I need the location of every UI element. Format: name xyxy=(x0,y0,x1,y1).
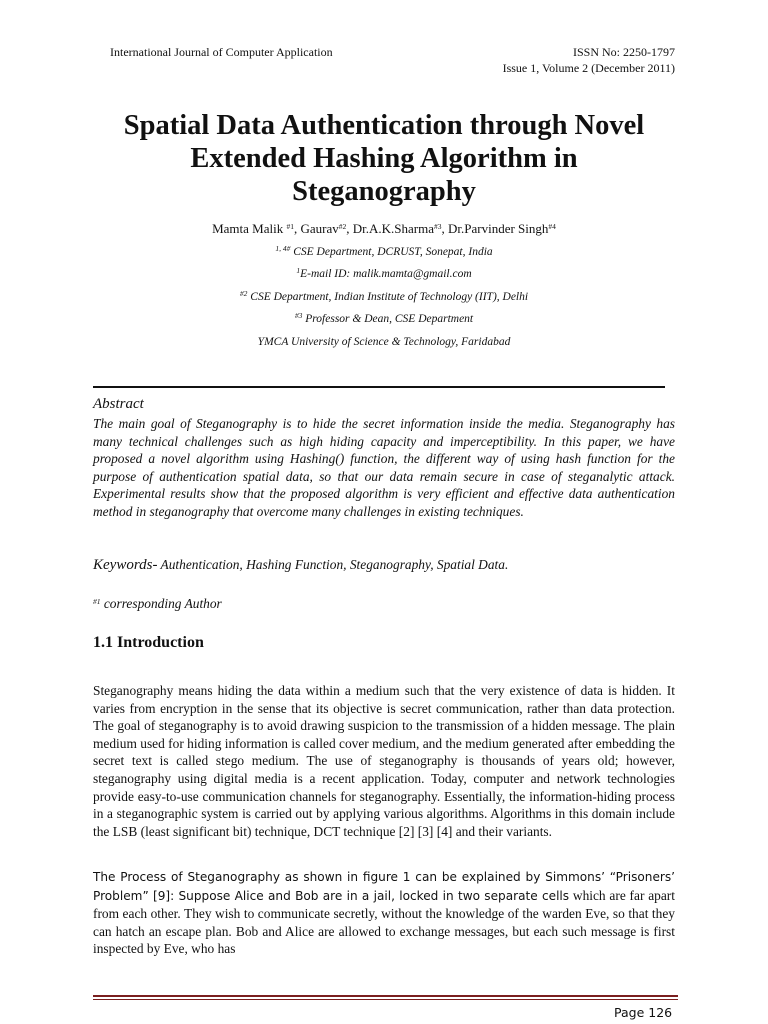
section-heading: 1.1 Introduction xyxy=(93,634,204,651)
keywords xyxy=(93,557,508,574)
journal-name: International Journal of Computer Application xyxy=(110,45,333,59)
paragraph-segment: which are far apart from each other. They wish to communicate secretly, without the knowledge of the warden Eve, so that they can hatch an escape plan. Bob and Alice are allowed to exchange messages, but each such message is first inspected by Eve, who has xyxy=(93,887,675,957)
abstract-body: The main goal of Steganography is to hide the secret information inside the media. Steganography has many technical challenges such as high hiding capacity and imperceptibility. In this paper, we have proposed a novel algorithm using Hashing() function, the different way of using hash function for the purpose of authentication spatial data, so that our data remain secure in case of steganalytic attack. Experimental results show that the proposed algorithm is very efficient and effective data authentication method in steganography that overcome many challenges in existing techniques. xyxy=(93,416,675,519)
affiliation: $^{1, 4\#}$ CSE Department, DCRUST, Sonepat, India xyxy=(275,244,493,258)
affiliation: $^{\#2}$ CSE Department, Indian Institute of Technology (IIT), Delhi xyxy=(239,289,529,303)
affiliation: $^{\#3}$ Professor & Dean, CSE Department xyxy=(294,311,474,325)
author-mark: #1 xyxy=(286,222,294,231)
author-mark: #2 xyxy=(338,222,347,231)
author-mark: #3 xyxy=(434,222,442,231)
title-line: Extended Hashing Algorithm in xyxy=(190,143,578,174)
affiliation-email: $^1$E-mail ID: malik.mamta@gmail.com xyxy=(296,266,472,280)
title-line: Steganography xyxy=(292,176,476,207)
body-paragraph: Steganography means hiding the data within a medium such that the very existence of data is hidden. It varies from encryption in the sense that its objective is secret communication, rather than data protection. The goal of steganography is to avoid drawing suspicion to the transmission of a hidden message. The plain medium used for hiding information is called cover medium, and the medium generated after embedding the secret text is called stego medium. The use of steganography is thousands of years old; however, steganography using digital media is a recent application. Today, computer and network technologies provide easy-to-use communication channels for steganography. Essentially, the information-hiding process in a steganographic system is carried out by applying various algorithms. Algorithms in this domain include the LSB (least significant bit) technique, DCT technique [2] [3] [4] and their variants. xyxy=(93,683,675,839)
title-divider xyxy=(93,386,665,388)
author-name: , Dr.A.K.Sharma xyxy=(346,221,434,236)
author-list xyxy=(60,221,708,237)
paper-title xyxy=(60,109,708,208)
page-number: Page 126 xyxy=(614,1005,673,1020)
corresponding-author-note: $^{\#1}$ corresponding Author xyxy=(93,596,222,611)
keywords-text: Authentication, Hashing Function, Steganography, Spatial Data. xyxy=(157,557,509,572)
keywords-label: Keywords- xyxy=(93,557,158,573)
title-line: Spatial Data Authentication through Novel xyxy=(123,110,645,141)
paragraph-segment: The Process of Steganography as shown in figure 1 can be explained by Simmons’ “Prisoners’ Problem” [9]: Suppose Alice and Bob are in a jail, locked in two separate cells xyxy=(93,870,675,903)
author-name: Mamta Malik xyxy=(212,221,287,236)
affiliation: YMCA University of Science & Technology, Faridabad xyxy=(257,336,511,348)
abstract-heading: Abstract xyxy=(93,396,144,412)
author-name: , Dr.Parvinder Singh xyxy=(441,221,549,236)
footer-rule-thin xyxy=(93,999,678,1000)
body-paragraph xyxy=(93,868,675,958)
author-name: , Gaurav xyxy=(293,221,339,236)
issue-info: Issue 1, Volume 2 (December 2011) xyxy=(502,61,675,75)
footer-rule xyxy=(93,995,678,997)
author-mark: #4 xyxy=(548,222,556,231)
issn: ISSN No: 2250-1797 xyxy=(572,45,675,59)
